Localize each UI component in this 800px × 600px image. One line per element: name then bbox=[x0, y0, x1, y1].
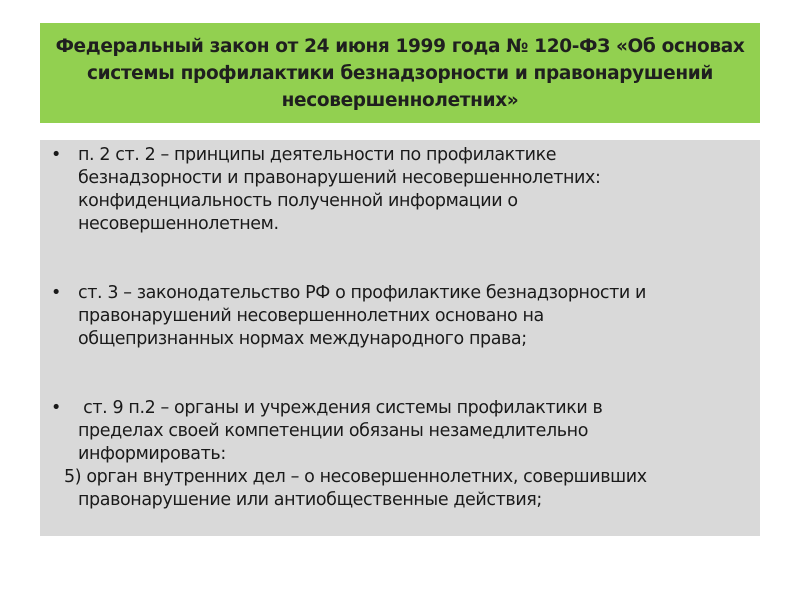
bullet-item bbox=[40, 397, 760, 466]
title-line: системы профилактики безнадзорности и правонарушений bbox=[86, 62, 714, 84]
bullet-marker: • bbox=[51, 398, 61, 418]
bullet-line: общепризнанных нормах международного права; bbox=[78, 329, 527, 349]
bullet-marker: • bbox=[51, 283, 61, 303]
bullet-line: ст. 3 – законодательство РФ о профилактике безнадзорности и bbox=[78, 283, 646, 303]
sub-item bbox=[40, 466, 760, 512]
bullet-line: п. 2 ст. 2 – принципы деятельности по профилактике bbox=[78, 145, 557, 165]
bullet-line: информировать: bbox=[78, 444, 226, 464]
title-box bbox=[40, 23, 760, 123]
bullet-line: безнадзорности и правонарушений несовершеннолетних: bbox=[78, 168, 601, 188]
title-line: несовершеннолетних» bbox=[281, 89, 519, 111]
paragraph-spacer bbox=[40, 351, 760, 397]
paragraph-spacer bbox=[40, 236, 760, 282]
bullet-item bbox=[40, 282, 760, 351]
content-box bbox=[40, 140, 760, 536]
bullet-line: несовершеннолетнем. bbox=[78, 214, 279, 234]
sub-item-line: правонарушение или антиобщественные действия; bbox=[78, 490, 542, 510]
title-line: Федеральный закон от 24 июня 1999 года № 120-ФЗ «Об основах bbox=[55, 35, 745, 57]
bullet-line: ст. 9 п.2 – органы и учреждения системы профилактики в bbox=[78, 398, 603, 418]
bullet-marker: • bbox=[51, 145, 61, 165]
bullet-line: пределах своей компетенции обязаны незамедлительно bbox=[78, 421, 589, 441]
sub-item-line: 5) орган внутренних дел – о несовершеннолетних, совершивших bbox=[64, 467, 647, 487]
slide-title bbox=[56, 33, 745, 114]
bullet-line: правонарушений несовершеннолетних основано на bbox=[78, 306, 544, 326]
bullet-line: конфиденциальность полученной информации о bbox=[78, 191, 518, 211]
bullet-item bbox=[40, 144, 760, 236]
